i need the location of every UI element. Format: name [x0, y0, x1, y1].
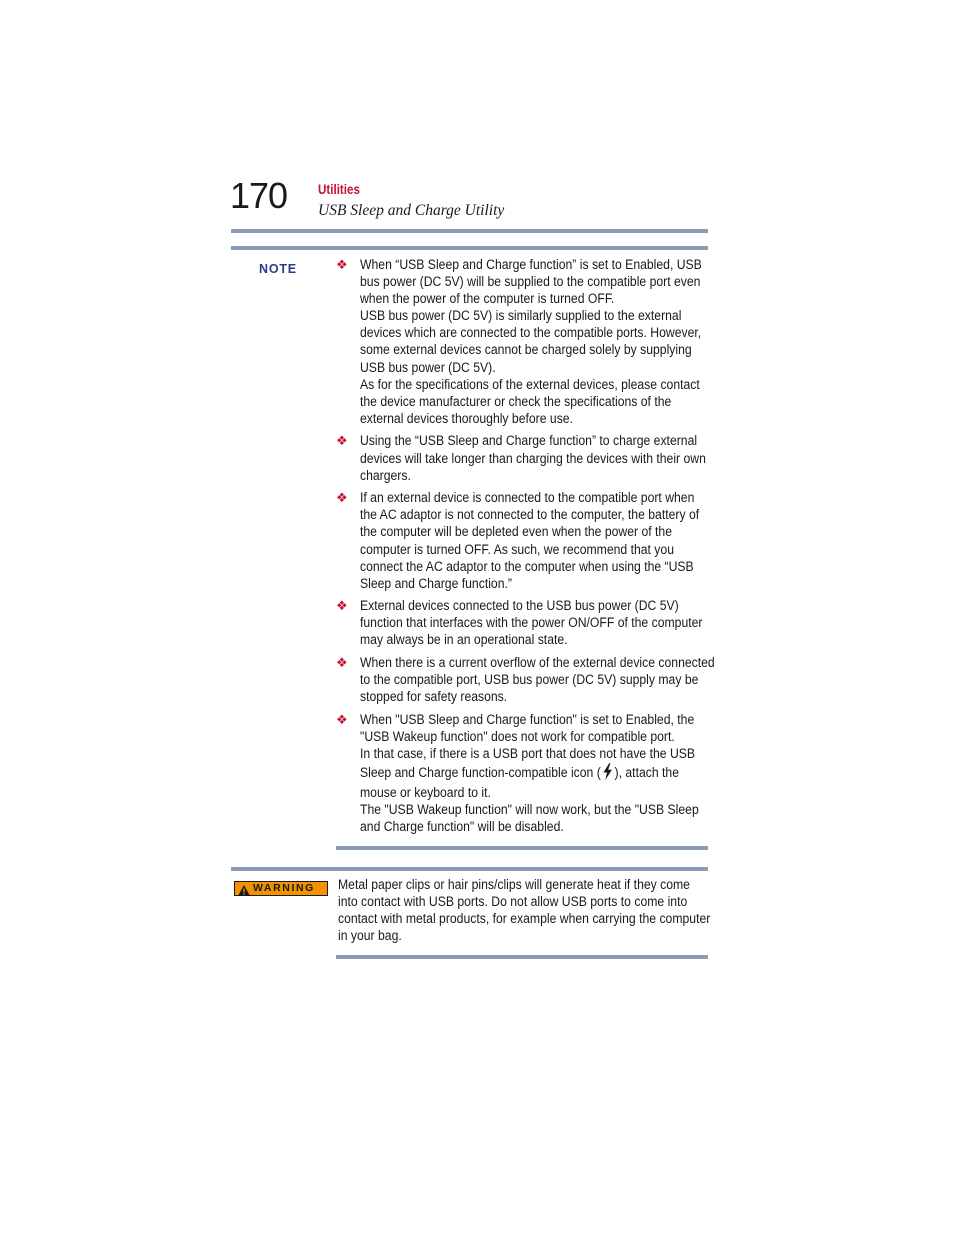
usb-sleep-charge-icon [602, 763, 614, 785]
note-bottom-rule [336, 846, 708, 850]
bullet-icon: ❖ [336, 258, 348, 273]
text-line: Metal paper clips or hair pins/clips will generate heat if they come [338, 877, 690, 893]
warning-text [338, 877, 710, 945]
text-line: USB bus power (DC 5V) is similarly supplied to the external [360, 308, 682, 325]
note-label: NOTE [259, 262, 297, 276]
text-line: computer is turned OFF. As such, we recommend that you [360, 541, 674, 558]
text-line: As for the specifications of the external devices, please contact [360, 376, 700, 393]
note-list [336, 257, 776, 842]
bullet-icon: ❖ [336, 434, 348, 450]
text-line: function that interfaces with the power ON/OFF of the computer [360, 615, 703, 632]
warning-top-rule [231, 867, 708, 871]
text-line: the computer will be depleted even when the power of the [360, 524, 673, 541]
text-line: Using the “USB Sleep and Charge function” to charge external [360, 433, 698, 450]
text-line: When “USB Sleep and Charge function” is set to Enabled, USB [360, 257, 702, 273]
text-line: USB bus power (DC 5V). [360, 359, 496, 376]
text-line: When "USB Sleep and Charge function" is set to Enabled, the [360, 711, 695, 728]
note-item-text [360, 655, 715, 706]
text-line: in your bag. [338, 928, 402, 945]
text-line: connect the AC adaptor to the computer when using the “USB [360, 558, 694, 575]
note-item-text [360, 257, 706, 428]
icon-line-start: Sleep and Charge function-compatible icon ( [360, 765, 601, 782]
text-line: and Charge function" will be disabled. [360, 819, 564, 836]
text-line: Sleep and Charge function.” [360, 575, 512, 592]
list-item [336, 655, 776, 706]
warning-badge [234, 881, 328, 896]
note-item-text [360, 598, 706, 649]
text-line: into contact with USB ports. Do not allow USB ports to come into [338, 894, 688, 911]
text-line: The "USB Wakeup function" will now work, but the "USB Sleep [360, 802, 699, 819]
bullet-icon: ❖ [336, 712, 348, 728]
text-line: devices which are connected to the compatible ports. However, [360, 325, 702, 342]
text-line: bus power (DC 5V) will be supplied to the compatible port even [360, 274, 701, 291]
note-item-text [360, 433, 706, 484]
text-line: "USB Wakeup function" does not work for compatible port. [360, 728, 675, 745]
text-line: the device manufacturer or check the specifications of the [360, 393, 672, 410]
bullet-icon: ❖ [336, 656, 348, 672]
text-line: External devices connected to the USB bus power (DC 5V) [360, 598, 679, 615]
header-rule [231, 229, 708, 233]
list-item [336, 598, 776, 649]
note-item-text [360, 712, 706, 837]
text-line: When there is a current overflow of the external device connected [360, 655, 715, 672]
text-line: when the power of the computer is turned OFF. [360, 291, 615, 308]
subsection-title: USB Sleep and Charge Utility [318, 202, 505, 219]
text-line: In that case, if there is a USB port that does not have the USB [360, 746, 696, 763]
text-line: some external devices cannot be charged solely by supplying [360, 342, 692, 359]
bullet-icon: ❖ [336, 599, 348, 615]
warning-bottom-rule [336, 955, 708, 959]
text-line: to the compatible port, USB bus power (DC 5V) supply may be [360, 672, 699, 689]
list-item [336, 490, 776, 593]
text-line: may always be in an operational state. [360, 632, 568, 649]
list-item [336, 433, 776, 484]
text-line-with-icon [360, 763, 706, 785]
text-line: mouse or keyboard to it. [360, 785, 491, 802]
text-line: devices will take longer than charging the devices with their own [360, 450, 706, 467]
page-number: 170 [230, 175, 288, 216]
list-item [336, 712, 776, 837]
note-top-rule [231, 246, 708, 250]
icon-line-end: ), attach the [614, 765, 679, 782]
list-item [336, 257, 776, 428]
bullet-icon: ❖ [336, 491, 348, 507]
text-line: the AC adaptor is not connected to the computer, the battery of [360, 507, 700, 524]
note-item-text [360, 490, 706, 593]
warning-triangle-icon [238, 883, 250, 894]
text-line: If an external device is connected to the compatible port when [360, 490, 695, 507]
warning-label: WARNING [253, 882, 315, 894]
text-line: stopped for safety reasons. [360, 689, 508, 706]
text-line: contact with metal products, for example when carrying the computer [338, 911, 711, 928]
section-title: Utilities [318, 182, 360, 197]
text-line: external devices thoroughly before use. [360, 410, 573, 427]
text-line: chargers. [360, 467, 411, 484]
